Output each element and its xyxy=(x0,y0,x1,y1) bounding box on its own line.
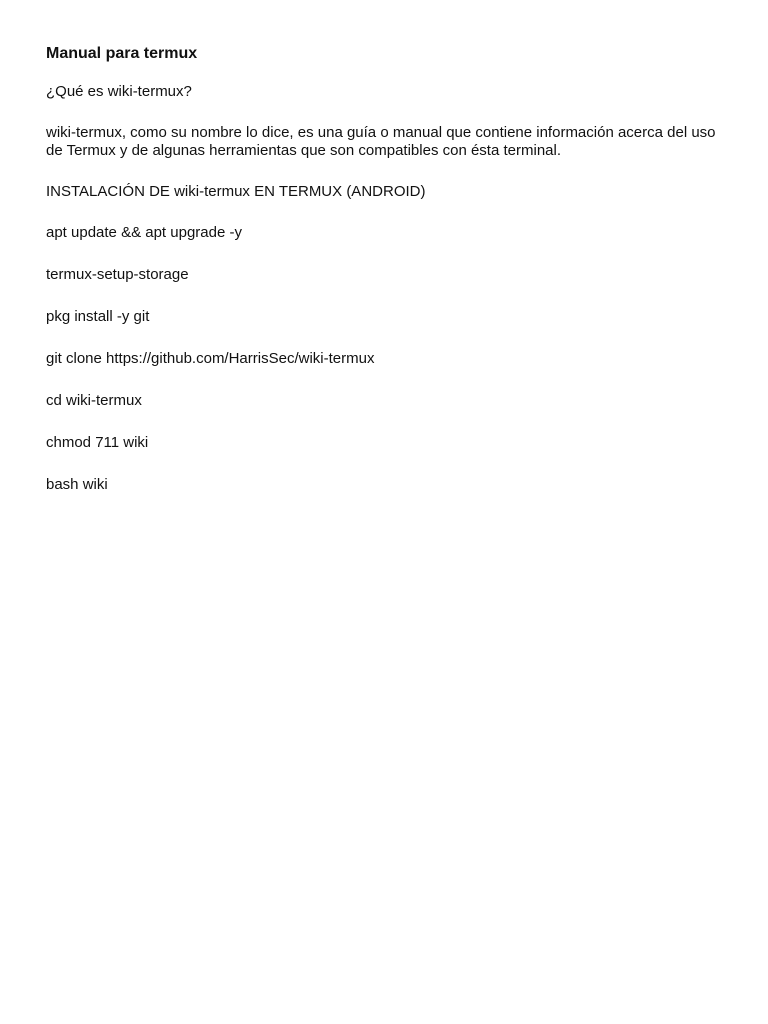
document-title: Manual para termux xyxy=(46,45,198,62)
description-paragraph: wiki-termux, como su nombre lo dice, es una guía o manual que contiene información acerca del uso de Termux y de algunas herramientas que son compatibles con ésta terminal. xyxy=(46,124,720,159)
install-heading: INSTALACIÓN DE wiki-termux EN TERMUX (ANDROID) xyxy=(46,183,426,200)
command-line: git clone https://github.com/HarrisSec/wiki-termux xyxy=(46,350,375,367)
command-line: apt update && apt upgrade -y xyxy=(46,224,242,241)
command-line: pkg install -y git xyxy=(46,308,150,325)
command-line: chmod 711 wiki xyxy=(46,434,149,451)
question-text: ¿Qué es wiki-termux? xyxy=(46,83,192,100)
command-line: bash wiki xyxy=(46,476,108,493)
document-page xyxy=(46,44,736,518)
command-line: cd wiki-termux xyxy=(46,392,142,409)
command-line: termux-setup-storage xyxy=(46,266,189,283)
